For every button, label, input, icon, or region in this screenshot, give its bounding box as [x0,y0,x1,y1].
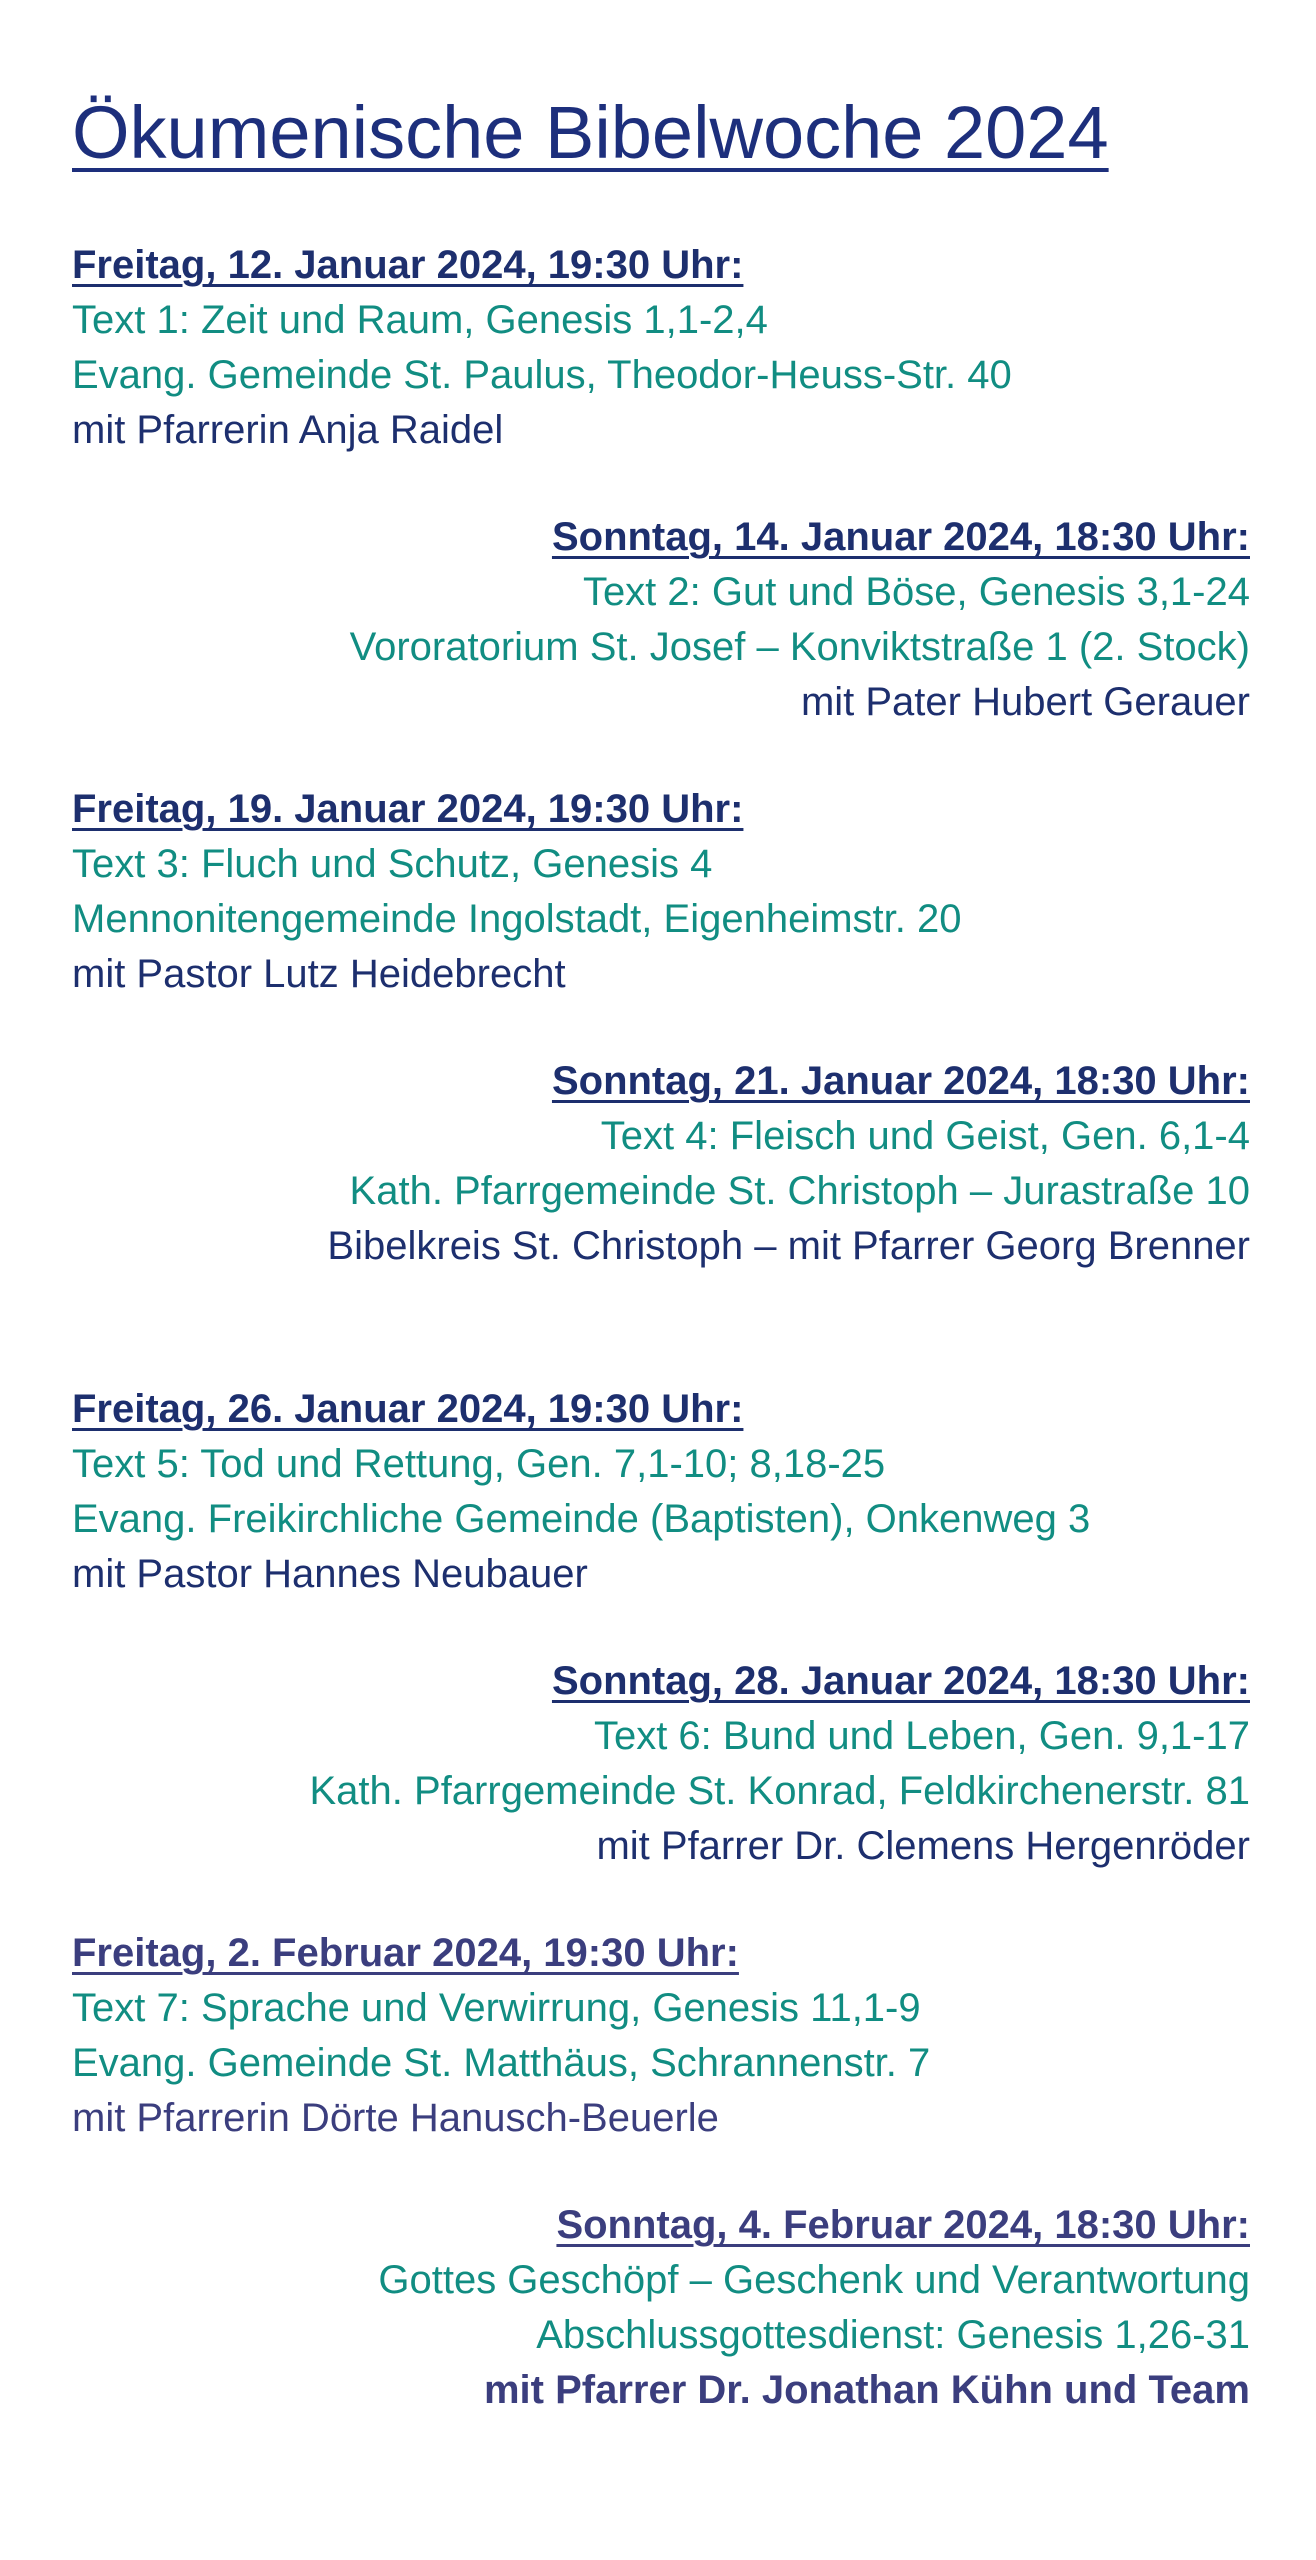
event-text: Gottes Geschöpf – Geschenk und Verantwortung [378,2258,1250,2302]
event-leader: mit Pfarrer Dr. Jonathan Kühn und Team [483,2368,1250,2412]
event-text: Text 1: Zeit und Raum, Genesis 1,1-2,4 [72,298,768,342]
event-leader: mit Pastor Lutz Heidebrecht [72,952,566,996]
event-date-heading: Freitag, 26. Januar 2024, 19:30 Uhr: [72,1387,744,1431]
event-entry [72,2198,1250,2418]
event-entry [72,510,1250,730]
event-text: Text 5: Tod und Rettung, Gen. 7,1-10; 8,18-25 [72,1442,886,1486]
event-date-heading: Sonntag, 21. Januar 2024, 18:30 Uhr: [551,1059,1250,1103]
page-title: Ökumenische Bibelwoche 2024 [72,91,1109,174]
event-venue: Evang. Gemeinde St. Matthäus, Schrannenstr. 7 [72,2041,931,2085]
event-leader: mit Pastor Hannes Neubauer [72,1552,588,1596]
event-venue: Evang. Gemeinde St. Paulus, Theodor-Heuss-Str. 40 [72,353,1012,397]
event-text: Text 3: Fluch und Schutz, Genesis 4 [72,842,713,886]
event-date-heading: Sonntag, 4. Februar 2024, 18:30 Uhr: [556,2203,1250,2247]
event-venue: Vororatorium St. Josef – Konviktstraße 1 (2. Stock) [349,625,1250,669]
event-text: Text 7: Sprache und Verwirrung, Genesis 11,1-9 [72,1986,921,2030]
event-entry [72,1054,1250,1274]
event-date-heading: Freitag, 19. Januar 2024, 19:30 Uhr: [72,787,744,831]
event-leader: mit Pfarrer Dr. Clemens Hergenröder [596,1824,1250,1868]
event-text: Text 6: Bund und Leben, Gen. 9,1-17 [593,1714,1250,1758]
event-entry [72,238,1250,458]
event-entry [72,782,1250,1002]
event-entry [72,1382,1250,1602]
event-date-heading: Freitag, 12. Januar 2024, 19:30 Uhr: [72,243,744,287]
event-venue: Evang. Freikirchliche Gemeinde (Baptisten), Onkenweg 3 [72,1497,1091,1541]
event-text: Text 2: Gut und Böse, Genesis 3,1-24 [582,570,1250,614]
event-leader: Bibelkreis St. Christoph – mit Pfarrer Georg Brenner [327,1224,1250,1268]
event-venue: Kath. Pfarrgemeinde St. Christoph – Jurastraße 10 [349,1169,1250,1213]
event-venue: Abschlussgottesdienst: Genesis 1,26-31 [536,2313,1250,2357]
event-leader: mit Pfarrerin Dörte Hanusch-Beuerle [72,2096,719,2140]
event-text: Text 4: Fleisch und Geist, Gen. 6,1-4 [600,1114,1250,1158]
event-date-heading: Freitag, 2. Februar 2024, 19:30 Uhr: [72,1931,739,1975]
event-leader: mit Pfarrerin Anja Raidel [72,408,504,452]
event-date-heading: Sonntag, 14. Januar 2024, 18:30 Uhr: [551,515,1250,559]
event-date-heading: Sonntag, 28. Januar 2024, 18:30 Uhr: [551,1659,1250,1703]
event-entry [72,1654,1250,1874]
event-venue: Mennonitengemeinde Ingolstadt, Eigenheimstr. 20 [72,897,962,941]
event-leader: mit Pater Hubert Gerauer [800,680,1250,724]
event-entry [72,1926,1250,2146]
event-venue: Kath. Pfarrgemeinde St. Konrad, Feldkirchenerstr. 81 [309,1769,1250,1813]
